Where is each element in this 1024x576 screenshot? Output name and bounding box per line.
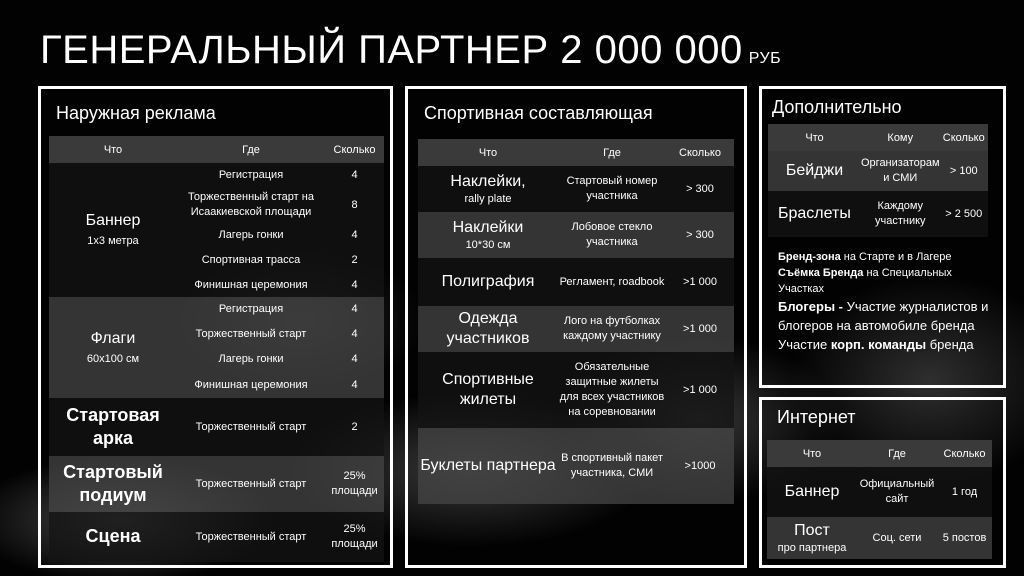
what-cell: Одежда участников: [418, 306, 558, 352]
qty-cell: 5 постов: [937, 517, 992, 559]
where-cell: Обязательные защитные жилеты для всех участников на соревновании: [558, 352, 666, 428]
what-cell: Стартовая арка: [49, 398, 177, 456]
col-qty: Сколько: [937, 440, 992, 467]
flags-name: Флаги: [90, 329, 136, 347]
where-cell: Лагерь гонки: [177, 347, 325, 372]
what-cell: Буклеты партнера: [418, 428, 558, 504]
outdoor-table: [49, 136, 384, 562]
sport-table: [418, 139, 734, 504]
what-cell: [418, 212, 558, 258]
table-row: [768, 151, 988, 191]
qty-cell: 2: [325, 247, 384, 273]
what-cell: Спортивные жилеты: [418, 352, 558, 428]
note-bold: Бренд-зона: [778, 251, 841, 263]
col-where: Где: [558, 139, 666, 166]
note-text: на Специальных Участках: [778, 266, 952, 295]
qty-cell: 4: [325, 297, 384, 322]
what-cell: Стартовый подиум: [49, 456, 177, 512]
table-row: [418, 258, 734, 306]
where-cell: Лого на футболках каждому участнику: [558, 306, 666, 352]
note-line: [778, 336, 993, 355]
what-cell: Баннер: [767, 467, 857, 517]
where-cell: Стартовый номер участника: [558, 166, 666, 212]
note-bold: Съёмка Бренда: [778, 266, 864, 279]
table-row: [767, 467, 992, 517]
what-cell: Браслеты: [768, 191, 861, 237]
flags-size: 60х100 см: [86, 352, 140, 365]
qty-cell: > 300: [666, 166, 734, 212]
where-cell: Официальный сайт: [857, 467, 937, 517]
where-cell: Торжественный старт на Исаакиевской площади: [177, 187, 325, 223]
qty-cell: 4: [325, 163, 384, 187]
qty-cell: > 300: [666, 212, 734, 258]
where-cell: Финишная церемония: [177, 372, 325, 398]
extra-heading: Дополнительно: [772, 97, 902, 117]
what-cell: Полиграфия: [418, 258, 558, 306]
qty-cell: 4: [325, 372, 384, 398]
where-cell: В спортивный пакет участника, СМИ: [558, 428, 666, 504]
col-what: Что: [768, 124, 861, 151]
banner-size: 1х3 метра: [87, 235, 139, 248]
to-cell: Организаторам и СМИ: [861, 151, 940, 191]
table-row: [418, 212, 734, 258]
col-what: Что: [418, 139, 558, 166]
note-bold: корп. команды: [830, 336, 927, 352]
where-cell: Регистрация: [177, 297, 325, 322]
col-what: Что: [49, 136, 177, 163]
extra-notes: [778, 250, 993, 354]
what-name: Наклейки: [452, 218, 524, 236]
qty-cell: 25% площади: [325, 512, 384, 562]
qty-cell: >1 000: [666, 258, 734, 306]
where-cell: Торжественный старт: [177, 398, 325, 456]
what-cell: Сцена: [49, 512, 177, 562]
note-line: [778, 298, 993, 336]
where-cell: Регистрация: [177, 163, 325, 187]
where-cell: Торжественный старт: [177, 322, 325, 347]
col-qty: Сколько: [325, 136, 384, 163]
banner-cell: [49, 163, 177, 297]
col-where: Где: [857, 440, 937, 467]
where-cell: Торжественный старт: [177, 512, 325, 562]
qty-cell: >1 000: [666, 306, 734, 352]
what-cell: [767, 517, 857, 559]
table-row: [767, 517, 992, 559]
what-cell: [418, 166, 558, 212]
what-cell: Бейджи: [768, 151, 861, 191]
note-text: Участие: [778, 336, 831, 352]
what-name: Наклейки,: [450, 172, 526, 190]
col-to: Кому: [861, 124, 940, 151]
qty-cell: 4: [325, 347, 384, 372]
what-sub: 10*30 см: [465, 238, 511, 251]
to-cell: Каждому участнику: [861, 191, 940, 237]
note-text: Участие журналистов и блогеров на автомобиле бренда: [778, 298, 989, 333]
flags-cell: [49, 297, 177, 398]
table-row: [49, 456, 384, 512]
qty-cell: > 100: [940, 151, 988, 191]
col-qty: Сколько: [940, 124, 988, 151]
where-cell: Торжественный старт: [177, 456, 325, 512]
title-unit: РУБ: [748, 50, 782, 67]
what-sub: rally plate: [464, 192, 512, 205]
qty-cell: 2: [325, 398, 384, 456]
table-row: [418, 352, 734, 428]
note-line: [778, 266, 993, 298]
where-cell: Спортивная трасса: [177, 247, 325, 273]
col-what: Что: [767, 440, 857, 467]
where-cell: Соц. сети: [857, 517, 937, 559]
table-row: [768, 191, 988, 237]
qty-cell: 1 год: [937, 467, 992, 517]
table-row: [49, 512, 384, 562]
table-row: [49, 297, 384, 322]
internet-table: [767, 440, 992, 559]
qty-cell: 4: [325, 273, 384, 297]
note-text: бренда: [926, 336, 974, 352]
where-cell: Лобовое стекло участника: [558, 212, 666, 258]
table-row: [49, 163, 384, 187]
table-row: [49, 398, 384, 456]
note-text: на Старте и в Лагере: [840, 251, 952, 263]
where-cell: Регламент, roadbook: [558, 258, 666, 306]
qty-cell: 4: [325, 223, 384, 247]
table-row: [418, 166, 734, 212]
sport-heading: Спортивная составляющая: [424, 103, 653, 123]
banner-name: Баннер: [85, 212, 141, 230]
what-sub: про партнера: [777, 541, 847, 554]
internet-heading: Интернет: [777, 407, 856, 427]
qty-cell: > 2 500: [940, 191, 988, 237]
qty-cell: >1000: [666, 428, 734, 504]
extra-table: [768, 124, 988, 237]
outdoor-heading: Наружная реклама: [56, 103, 216, 123]
qty-cell: 25% площади: [325, 456, 384, 512]
col-where: Где: [177, 136, 325, 163]
col-qty: Сколько: [666, 139, 734, 166]
where-cell: Лагерь гонки: [177, 223, 325, 247]
table-row: [418, 306, 734, 352]
table-row: [418, 428, 734, 504]
qty-cell: >1 000: [666, 352, 734, 428]
where-cell: Финишная церемония: [177, 273, 325, 297]
what-name: Пост: [794, 521, 830, 539]
qty-cell: 8: [325, 187, 384, 223]
note-bold: Блогеры -: [778, 298, 847, 314]
page-title: [40, 28, 781, 73]
qty-cell: 4: [325, 322, 384, 347]
note-line: [778, 250, 993, 266]
title-text: ГЕНЕРАЛЬНЫЙ ПАРТНЕР 2 000 000: [40, 28, 743, 72]
